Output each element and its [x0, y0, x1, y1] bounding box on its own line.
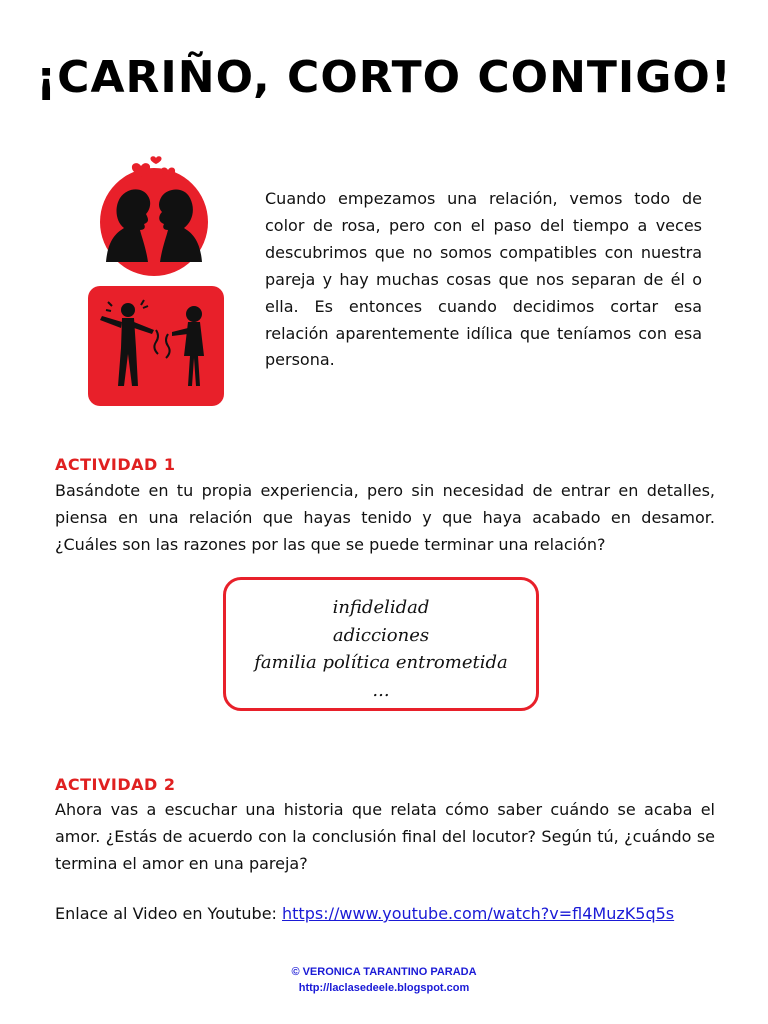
- answer-item: adicciones: [332, 624, 430, 646]
- answer-item: ...: [372, 679, 390, 701]
- activity2-heading: ACTIVIDAD 2: [55, 775, 176, 794]
- activity1-text: Basándote en tu propia experiencia, pero sin necesidad de entrar en detalles, piensa en una relación que hayas tenido y que haya acabado en desamor. ¿Cuáles son las razones por las que se puede terminar una relación?: [55, 481, 715, 554]
- footer-website[interactable]: http://laclasedeele.blogspot.com: [298, 982, 470, 994]
- couple-breakup-icon: [88, 286, 224, 406]
- answer-box: [223, 577, 539, 711]
- video-link-label: Enlace al Video en Youtube:: [55, 904, 283, 923]
- answer-item: infidelidad: [332, 597, 430, 618]
- page-title: ¡CARIÑO, CORTO CONTIGO!: [36, 52, 732, 103]
- youtube-video-link[interactable]: https://www.youtube.com/watch?v=fl4MuzK5q5s: [282, 904, 675, 923]
- video-link-line: [55, 904, 674, 923]
- activity1-heading: ACTIVIDAD 1: [55, 455, 176, 474]
- footer-copyright: © VERONICA TARANTINO PARADA: [291, 966, 477, 978]
- activity2-text: Ahora vas a escuchar una historia que relata cómo saber cuándo se acaba el amor. ¿Estás de acuerdo con la conclusión final del locutor? Según tú, ¿cuándo se termina el amor en una pareja?: [55, 800, 715, 873]
- intro-paragraph: Cuando empezamos una relación, vemos todo de color de rosa, pero con el paso del tiempo a veces descubrimos que no somos compatibles con nuestra pareja y hay muchas cosas que nos separan de él o ella. Es entonces cuando decidimos cortar esa relación aparentemente idílica que teníamos con esa persona.: [265, 189, 702, 370]
- answer-item: familia política entrometida: [254, 652, 508, 673]
- couple-hearts-icon: [86, 152, 222, 276]
